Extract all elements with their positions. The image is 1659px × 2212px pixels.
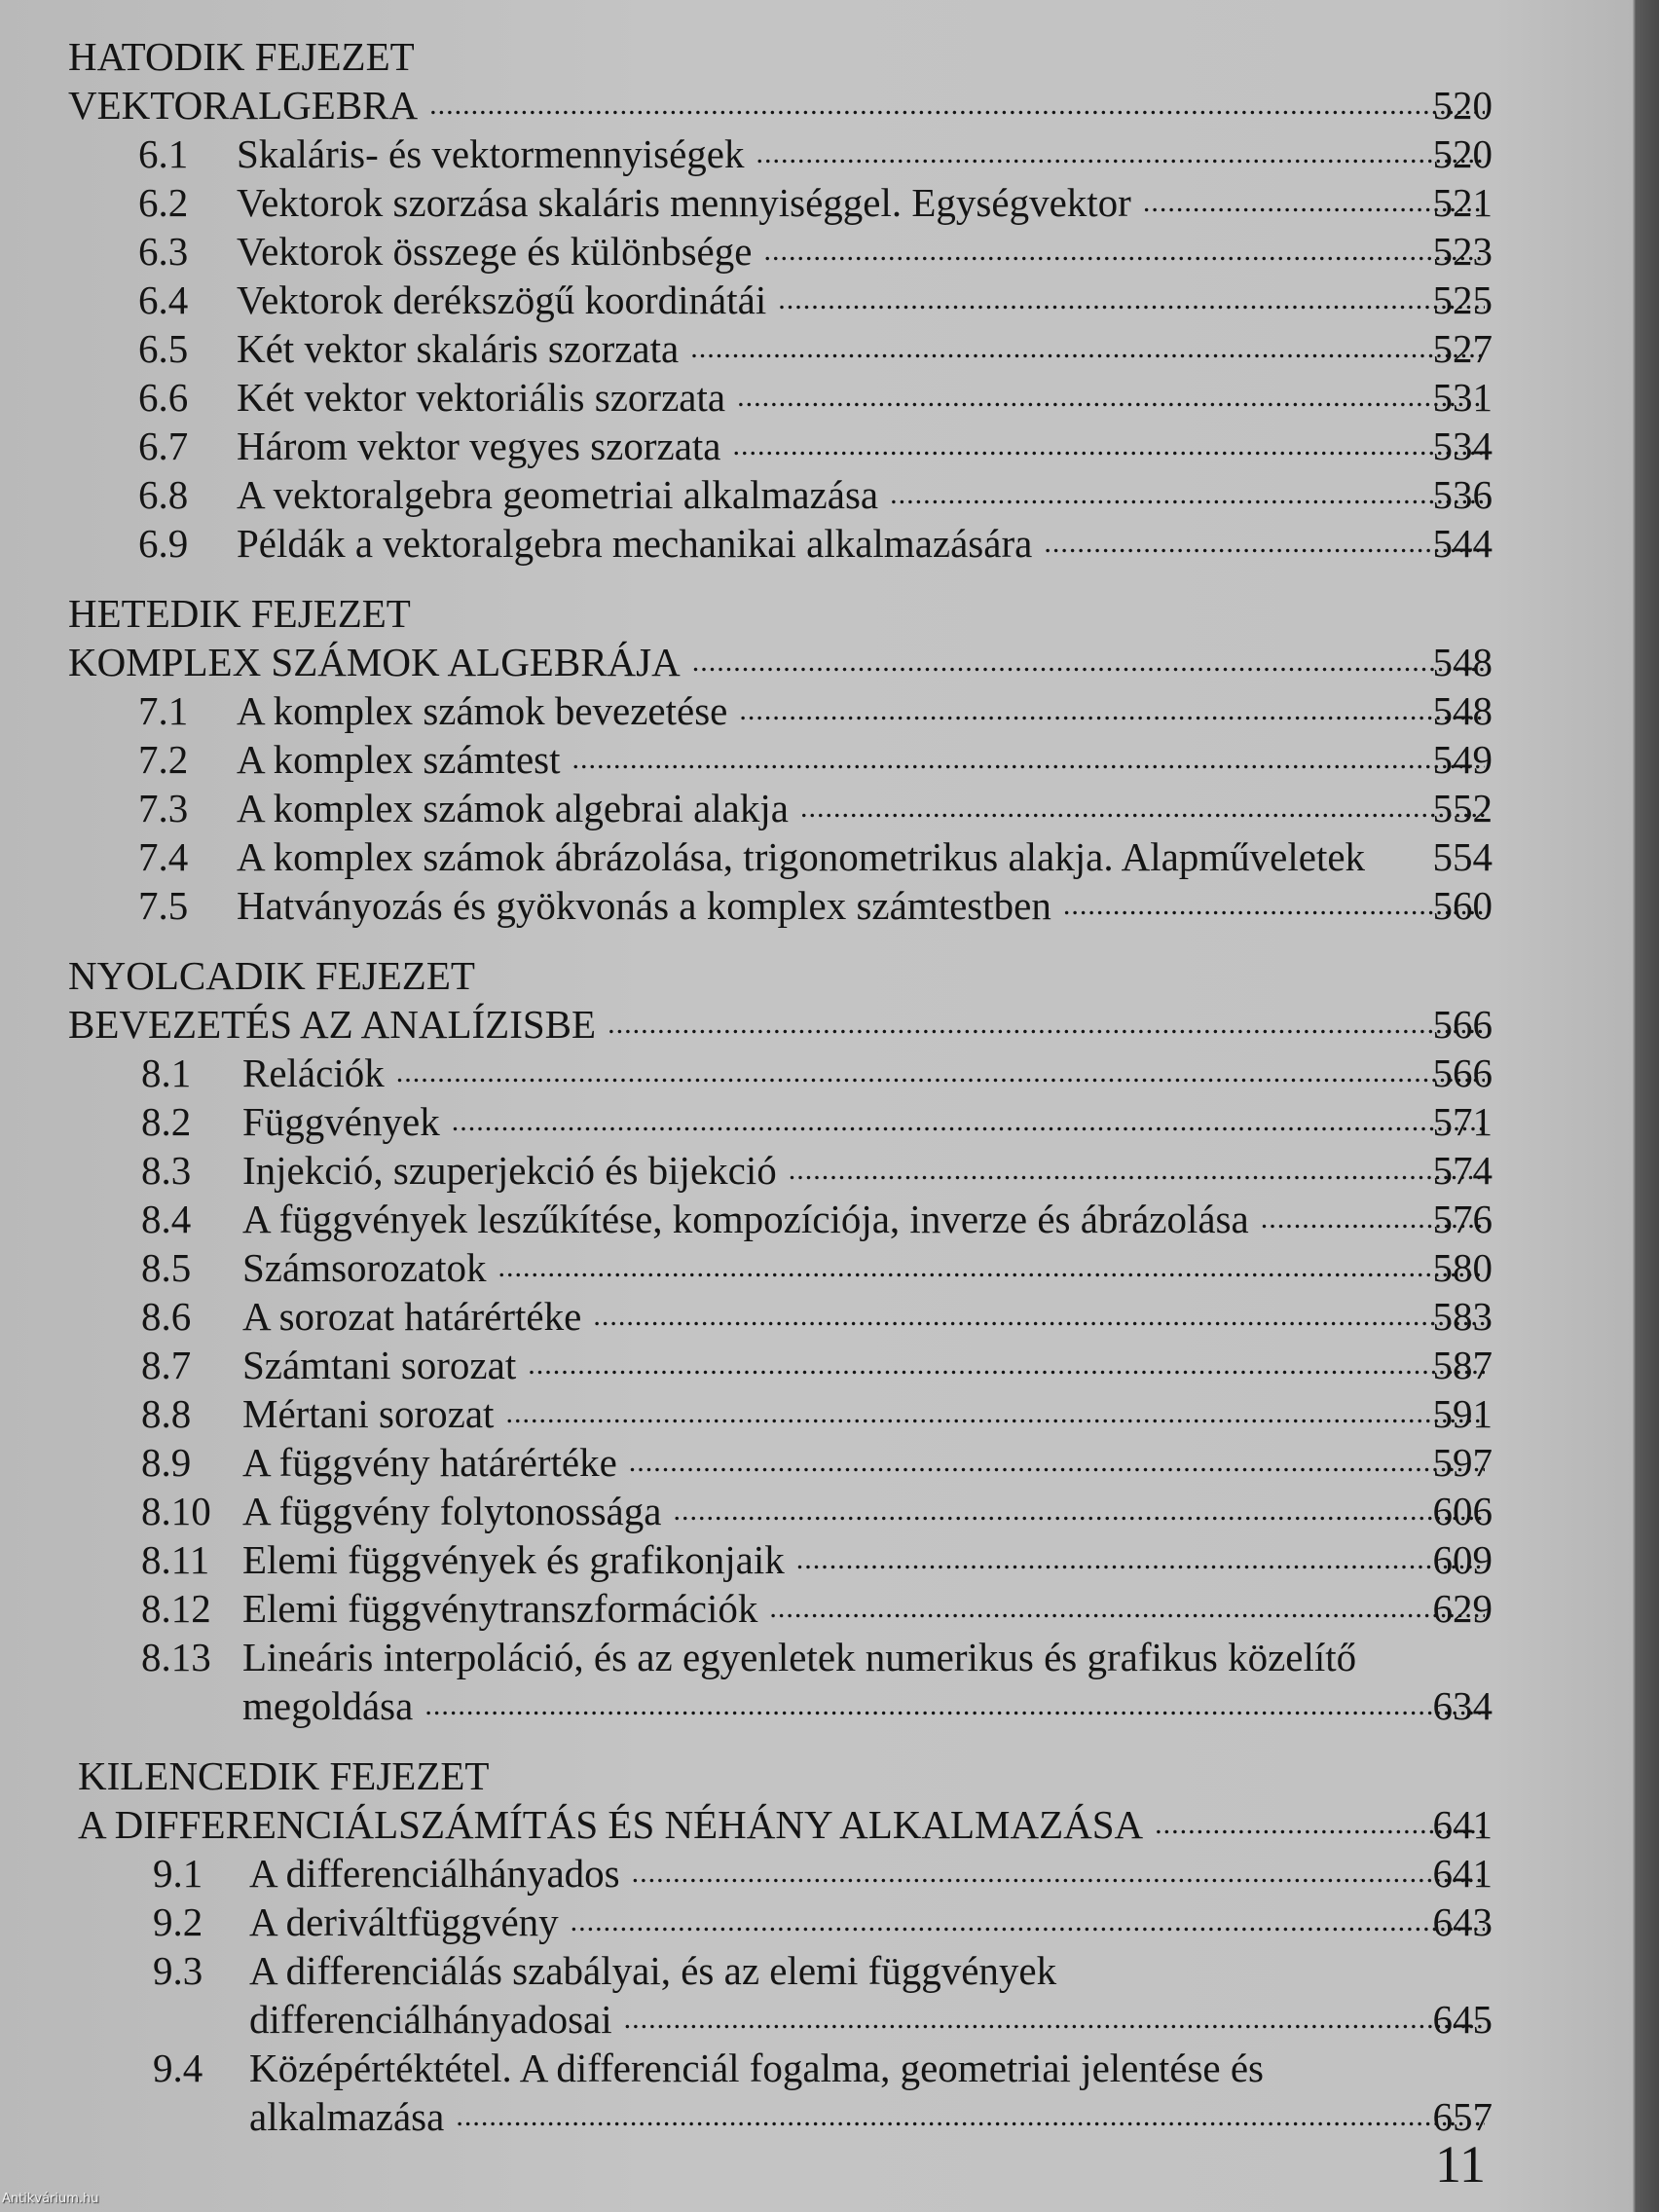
page-ref: 643 bbox=[1432, 1899, 1493, 1944]
toc-entry bbox=[0, 1146, 1659, 1195]
page-ref: 531 bbox=[1432, 375, 1493, 420]
page-ref: 641 bbox=[1432, 1802, 1493, 1847]
page-ref: 536 bbox=[1432, 472, 1493, 517]
entry-title: A függvény határértéke bbox=[242, 1440, 617, 1485]
page-ref: 520 bbox=[1432, 83, 1493, 128]
dot-leader bbox=[624, 1995, 1485, 2044]
section-number: 8.7 bbox=[141, 1343, 192, 1387]
entry-title: A függvény folytonossága bbox=[242, 1489, 662, 1533]
toc-entry bbox=[0, 1995, 1659, 2044]
entry-title: Példák a vektoralgebra mechanikai alkalmazására bbox=[237, 521, 1033, 566]
page-ref: 574 bbox=[1432, 1148, 1493, 1193]
entry-title-with-leader bbox=[242, 1243, 1493, 1292]
page-ref: 523 bbox=[1432, 229, 1493, 274]
page-ref: 548 bbox=[1432, 640, 1493, 684]
entry-title-with-leader bbox=[242, 1195, 1493, 1243]
dot-leader bbox=[456, 2092, 1485, 2141]
page-ref: 641 bbox=[1432, 1851, 1493, 1896]
watermark: Antikvárium.hu bbox=[2, 2192, 99, 2206]
entry-title-with-leader bbox=[237, 276, 1493, 324]
toc-entry bbox=[0, 1946, 1659, 1995]
section-number: 8.5 bbox=[141, 1245, 192, 1290]
entry-title: KOMPLEX SZÁMOK ALGEBRÁJA bbox=[68, 640, 681, 684]
toc-entry bbox=[0, 1341, 1659, 1389]
entry-title: Injekció, szuperjekció és bijekció bbox=[242, 1148, 777, 1193]
dot-leader bbox=[692, 638, 1485, 686]
entry-title-with-leader bbox=[237, 373, 1493, 422]
chapter-label bbox=[0, 1751, 1659, 1800]
page-ref: 645 bbox=[1432, 1997, 1493, 2042]
dot-leader bbox=[778, 276, 1485, 324]
toc-entry bbox=[0, 2092, 1659, 2141]
dot-leader bbox=[739, 686, 1485, 735]
entry-title: A differenciálhányados bbox=[249, 1851, 620, 1896]
entry-title: Relációk bbox=[242, 1051, 385, 1095]
entry-title: A komplex számtest bbox=[237, 737, 561, 782]
dot-leader bbox=[505, 1389, 1485, 1438]
dot-leader bbox=[756, 129, 1485, 178]
toc-entry bbox=[0, 373, 1659, 422]
dot-leader bbox=[629, 1438, 1485, 1487]
chapter-label bbox=[0, 589, 1659, 638]
entry-title: Hatványozás és gyökvonás a komplex számtestben bbox=[237, 883, 1051, 928]
entry-title-with-leader bbox=[237, 129, 1493, 178]
page-ref: 525 bbox=[1432, 277, 1493, 322]
entry-title: Vektorok szorzása skaláris mennyiséggel. Egységvektor bbox=[237, 180, 1131, 225]
dot-leader bbox=[498, 1243, 1485, 1292]
entry-title-with-leader bbox=[242, 1681, 1493, 1730]
dot-leader bbox=[571, 1898, 1485, 1946]
entry-title: Vektorok összege és különbsége bbox=[237, 229, 753, 274]
page-ref: 520 bbox=[1432, 131, 1493, 176]
section-number: 8.2 bbox=[141, 1099, 192, 1144]
entry-title: A komplex számok bevezetése bbox=[237, 688, 728, 733]
page-ref: 560 bbox=[1432, 883, 1493, 928]
section-number: 8.3 bbox=[141, 1148, 192, 1193]
toc-entry bbox=[0, 1487, 1659, 1535]
dot-leader bbox=[528, 1341, 1485, 1389]
chapter-gap bbox=[0, 1730, 1659, 1751]
entry-title-with-leader bbox=[242, 1487, 1493, 1535]
toc-entry bbox=[0, 1849, 1659, 1898]
entry-title-with-leader bbox=[237, 227, 1493, 276]
toc-entry bbox=[0, 784, 1659, 832]
page-ref: 580 bbox=[1432, 1245, 1493, 1290]
entry-title: Mértani sorozat bbox=[242, 1391, 495, 1436]
entry-title: Vektorok derékszögű koordinátái bbox=[237, 277, 767, 322]
dot-leader bbox=[452, 1097, 1485, 1146]
dot-leader bbox=[429, 81, 1485, 129]
entry-title-with-leader bbox=[68, 638, 1493, 686]
section-number: 8.13 bbox=[141, 1635, 211, 1679]
toc-entry bbox=[0, 1633, 1659, 1681]
entry-title: Függvények bbox=[242, 1099, 440, 1144]
toc-entry bbox=[0, 1195, 1659, 1243]
toc-entry bbox=[0, 1438, 1659, 1487]
section-number: 8.4 bbox=[141, 1197, 192, 1241]
entry-title-with-leader bbox=[242, 1049, 1493, 1097]
entry-title-with-leader bbox=[237, 470, 1493, 519]
page-ref: 566 bbox=[1432, 1051, 1493, 1095]
entry-title-with-leader bbox=[68, 1000, 1493, 1049]
section-number: 7.3 bbox=[138, 786, 189, 830]
toc-entry bbox=[0, 735, 1659, 784]
entry-title: A komplex számok ábrázolása, trigonometrikus alakja. Alapműveletek bbox=[237, 834, 1366, 879]
dot-leader bbox=[593, 1292, 1485, 1341]
entry-title: A DIFFERENCIÁLSZÁMÍTÁS ÉS NÉHÁNY ALKALMAZÁSA bbox=[78, 1802, 1144, 1847]
entry-title-with-leader bbox=[237, 735, 1493, 784]
entry-title-with-leader bbox=[237, 881, 1493, 930]
page-ref: 554 bbox=[1432, 834, 1493, 879]
entry-title: Elemi függvények és grafikonjaik bbox=[242, 1537, 785, 1582]
toc-entry bbox=[0, 832, 1659, 881]
entry-title: A vektoralgebra geometriai alkalmazása bbox=[237, 472, 879, 517]
section-number: 8.8 bbox=[141, 1391, 192, 1436]
dot-leader bbox=[396, 1049, 1485, 1097]
dot-leader bbox=[632, 1849, 1485, 1898]
section-number: 8.9 bbox=[141, 1440, 192, 1485]
dot-leader bbox=[769, 1584, 1485, 1633]
toc-entry bbox=[0, 638, 1659, 686]
section-number: 6.8 bbox=[138, 472, 189, 517]
dot-leader bbox=[1063, 881, 1485, 930]
entry-title: A deriváltfüggvény bbox=[249, 1899, 559, 1944]
toc-entry bbox=[0, 2044, 1659, 2092]
chapter-label-text: HETEDIK FEJEZET bbox=[68, 591, 411, 636]
entry-title-with-leader bbox=[68, 81, 1493, 129]
dot-leader bbox=[763, 227, 1485, 276]
entry-title-with-leader bbox=[242, 1292, 1493, 1341]
dot-leader bbox=[673, 1487, 1485, 1535]
section-number: 6.4 bbox=[138, 277, 189, 322]
page-ref: 566 bbox=[1432, 1002, 1493, 1047]
entry-title-with-leader bbox=[249, 1898, 1493, 1946]
entry-title: Skaláris- és vektormennyiségek bbox=[237, 131, 745, 176]
section-number: 8.11 bbox=[141, 1537, 210, 1582]
entry-title: Középértéktétel. A differenciál fogalma, geometriai jelentése és bbox=[249, 2046, 1264, 2090]
section-number: 6.7 bbox=[138, 424, 189, 468]
entry-title: Három vektor vegyes szorzata bbox=[237, 424, 721, 468]
page-ref: 591 bbox=[1432, 1391, 1493, 1436]
toc-entry bbox=[0, 686, 1659, 735]
page-ref: 521 bbox=[1432, 180, 1493, 225]
chapter-label-text: KILENCEDIK FEJEZET bbox=[78, 1753, 490, 1798]
toc-entry bbox=[0, 519, 1659, 568]
section-number: 8.12 bbox=[141, 1586, 211, 1631]
entry-title: BEVEZETÉS AZ ANALÍZISBE bbox=[68, 1002, 597, 1047]
entry-title-with-leader bbox=[242, 1341, 1493, 1389]
entry-title: Számtani sorozat bbox=[242, 1343, 517, 1387]
toc-entry bbox=[0, 1681, 1659, 1730]
entry-title-with-leader bbox=[237, 686, 1493, 735]
page-ref: 634 bbox=[1432, 1683, 1493, 1728]
chapter-label-text: NYOLCADIK FEJEZET bbox=[68, 953, 475, 998]
entry-title: Lineáris interpoláció, és az egyenletek numerikus és grafikus közelítő bbox=[242, 1635, 1357, 1679]
entry-title: A sorozat határértéke bbox=[242, 1294, 582, 1339]
toc-entry bbox=[0, 1049, 1659, 1097]
toc-entry bbox=[0, 227, 1659, 276]
entry-title-with-leader bbox=[242, 1389, 1493, 1438]
entry-title-with-leader bbox=[237, 784, 1493, 832]
entry-title: megoldása bbox=[242, 1683, 414, 1728]
entry-title-with-leader bbox=[242, 1535, 1493, 1584]
page-ref: 552 bbox=[1432, 786, 1493, 830]
dot-leader bbox=[1044, 519, 1485, 568]
section-number: 8.1 bbox=[141, 1051, 192, 1095]
toc-entry bbox=[0, 1097, 1659, 1146]
entry-title: A differenciálás szabályai, és az elemi függvények bbox=[249, 1948, 1057, 1993]
entry-title: Két vektor skaláris szorzata bbox=[237, 326, 680, 371]
section-number: 9.2 bbox=[153, 1899, 203, 1944]
page-ref: 657 bbox=[1432, 2094, 1493, 2139]
section-number: 6.9 bbox=[138, 521, 189, 566]
entry-title-with-leader bbox=[242, 1584, 1493, 1633]
dot-leader bbox=[890, 470, 1485, 519]
section-number: 7.2 bbox=[138, 737, 189, 782]
entry-title: A függvények leszűkítése, kompozíciója, inverze és ábrázolása bbox=[242, 1197, 1249, 1241]
chapter-label bbox=[0, 32, 1659, 81]
dot-leader bbox=[690, 324, 1485, 373]
toc-entry bbox=[0, 129, 1659, 178]
toc-entry bbox=[0, 1000, 1659, 1049]
page-ref: 597 bbox=[1432, 1440, 1493, 1485]
entry-title-with-leader bbox=[237, 178, 1493, 227]
entry-title: differenciálhányadosai bbox=[249, 1997, 612, 2042]
page-number: 11 bbox=[1435, 2135, 1486, 2194]
entry-title-with-leader bbox=[249, 2092, 1493, 2141]
entry-title: Számsorozatok bbox=[242, 1245, 487, 1290]
dot-leader bbox=[789, 1146, 1485, 1195]
section-number: 9.3 bbox=[153, 1948, 203, 1993]
toc-entry bbox=[0, 1389, 1659, 1438]
table-of-contents bbox=[0, 32, 1659, 2141]
entry-title: Elemi függvénytranszformációk bbox=[242, 1586, 758, 1631]
toc-entry bbox=[0, 1243, 1659, 1292]
entry-title: VEKTORALGEBRA bbox=[68, 83, 419, 128]
toc-entry bbox=[0, 324, 1659, 373]
dot-leader bbox=[424, 1681, 1485, 1730]
section-number: 8.10 bbox=[141, 1489, 211, 1533]
toc-entry bbox=[0, 276, 1659, 324]
entry-title-with-leader bbox=[249, 1849, 1493, 1898]
toc-entry bbox=[0, 178, 1659, 227]
section-number: 6.2 bbox=[138, 180, 189, 225]
entry-title-with-leader bbox=[78, 1800, 1493, 1849]
chapter-label bbox=[0, 951, 1659, 1000]
dot-leader bbox=[800, 784, 1485, 832]
section-number: 6.1 bbox=[138, 131, 189, 176]
section-number: 7.4 bbox=[138, 834, 189, 879]
page-ref: 527 bbox=[1432, 326, 1493, 371]
section-number: 6.5 bbox=[138, 326, 189, 371]
entry-title-with-leader bbox=[237, 422, 1493, 470]
entry-title-with-leader bbox=[237, 832, 1493, 881]
page-ref: 548 bbox=[1432, 688, 1493, 733]
page-ref: 587 bbox=[1432, 1343, 1493, 1387]
dot-leader bbox=[737, 373, 1485, 422]
entry-title-with-leader bbox=[242, 1146, 1493, 1195]
page-ref: 534 bbox=[1432, 424, 1493, 468]
toc-entry bbox=[0, 1584, 1659, 1633]
entry-title: A komplex számok algebrai alakja bbox=[237, 786, 789, 830]
section-number: 7.1 bbox=[138, 688, 189, 733]
page-ref: 606 bbox=[1432, 1489, 1493, 1533]
section-number: 6.3 bbox=[138, 229, 189, 274]
dot-leader bbox=[733, 422, 1486, 470]
toc-entry bbox=[0, 1800, 1659, 1849]
page-ref: 549 bbox=[1432, 737, 1493, 782]
toc-entry bbox=[0, 1535, 1659, 1584]
page-ref: 583 bbox=[1432, 1294, 1493, 1339]
page-ref: 544 bbox=[1432, 521, 1493, 566]
section-number: 7.5 bbox=[138, 883, 189, 928]
section-number: 8.6 bbox=[141, 1294, 192, 1339]
toc-entry bbox=[0, 470, 1659, 519]
toc-entry bbox=[0, 881, 1659, 930]
toc-entry bbox=[0, 1898, 1659, 1946]
toc-entry bbox=[0, 81, 1659, 129]
entry-title: alkalmazása bbox=[249, 2094, 445, 2139]
section-number: 9.4 bbox=[153, 2046, 203, 2090]
entry-title: Két vektor vektoriális szorzata bbox=[237, 375, 726, 420]
toc-entry bbox=[0, 1292, 1659, 1341]
page-ref: 571 bbox=[1432, 1099, 1493, 1144]
entry-title-with-leader bbox=[242, 1097, 1493, 1146]
page-ref: 609 bbox=[1432, 1537, 1493, 1582]
entry-title-with-leader bbox=[237, 519, 1493, 568]
entry-title-with-leader bbox=[249, 1995, 1493, 2044]
chapter-label-text: HATODIK FEJEZET bbox=[68, 34, 415, 79]
dot-leader bbox=[572, 735, 1485, 784]
dot-leader bbox=[608, 1000, 1485, 1049]
page-ref: 576 bbox=[1432, 1197, 1493, 1241]
entry-title-with-leader bbox=[237, 324, 1493, 373]
section-number: 6.6 bbox=[138, 375, 189, 420]
toc-entry bbox=[0, 422, 1659, 470]
page-ref: 629 bbox=[1432, 1586, 1493, 1631]
entry-title-with-leader bbox=[242, 1438, 1493, 1487]
chapter-gap bbox=[0, 930, 1659, 951]
chapter-gap bbox=[0, 568, 1659, 589]
section-number: 9.1 bbox=[153, 1851, 203, 1896]
dot-leader bbox=[796, 1535, 1485, 1584]
